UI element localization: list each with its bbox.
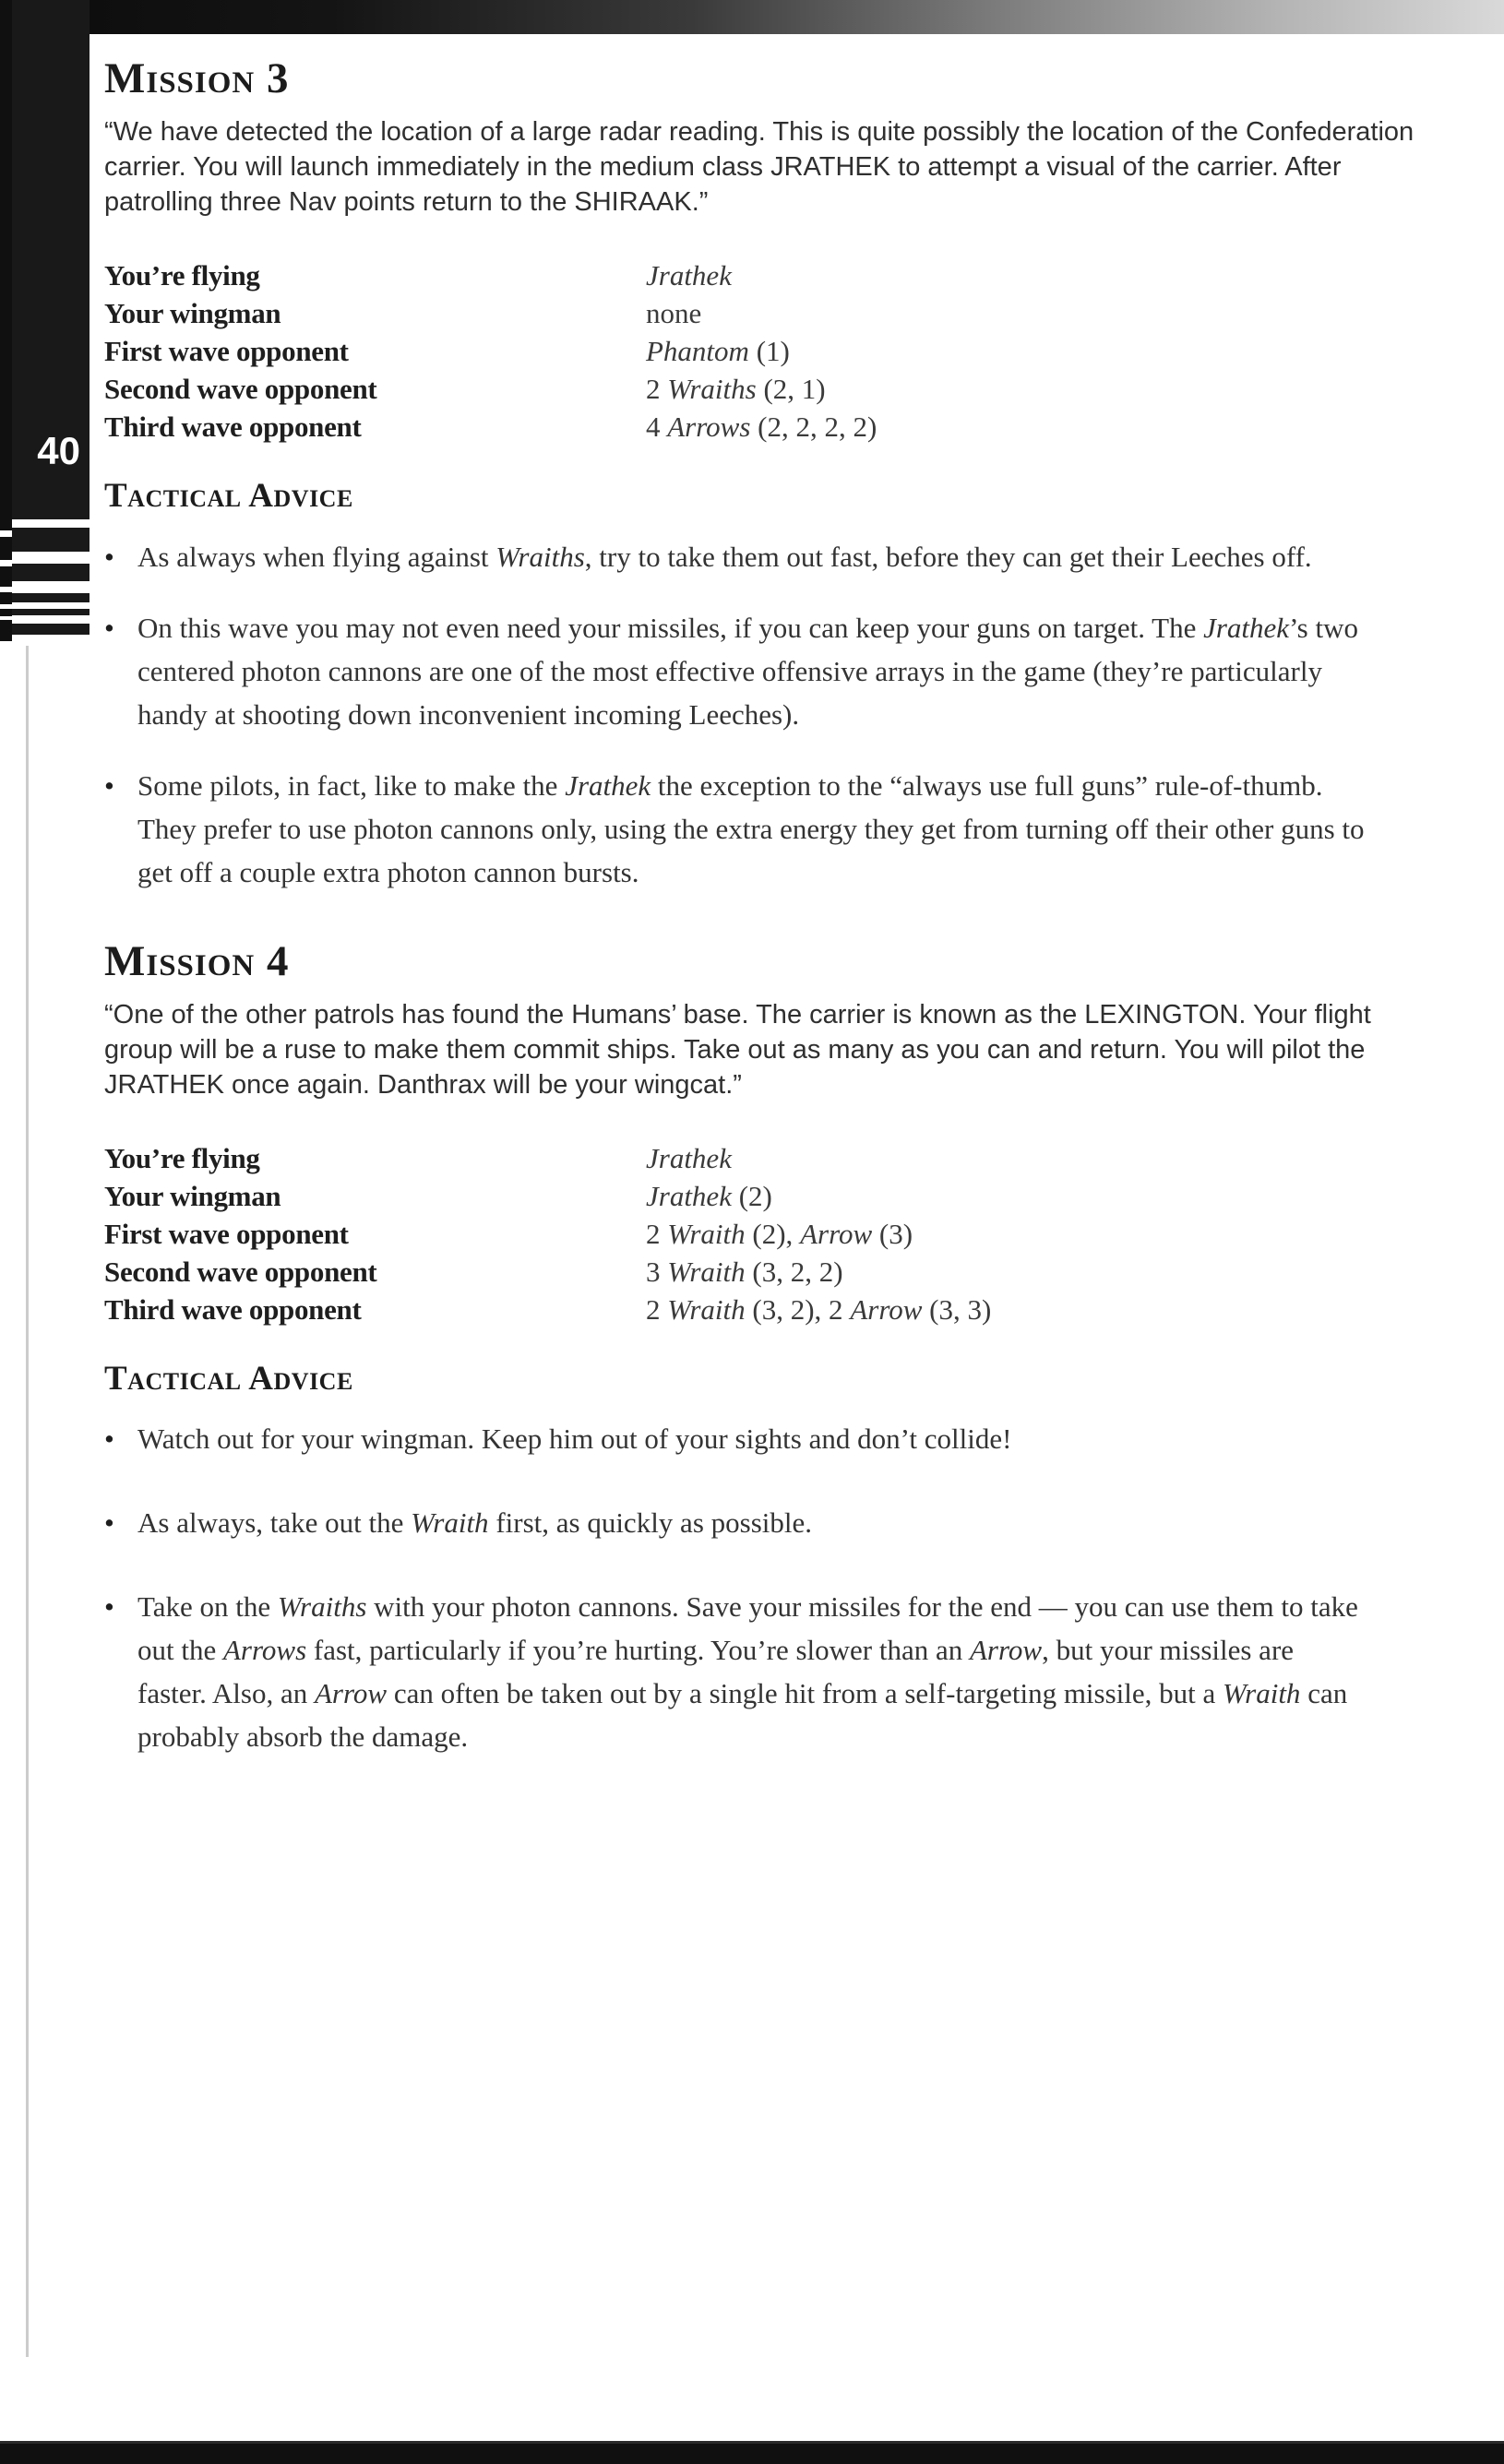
stats-label: You’re flying bbox=[104, 1141, 260, 1174]
advice-list bbox=[104, 535, 1431, 894]
advice-text: On this wave you may not even need your missiles, if you can keep your guns on target. The Jrathek’s two centered photon cannons are one of the most effective offensive arrays in the game (they’re particularly handy at shooting down inconvenient incoming Leeches). bbox=[137, 611, 1358, 731]
advice-heading: Tactical Advice bbox=[104, 1359, 353, 1398]
bullet-icon: • bbox=[104, 1590, 114, 1624]
advice-text: As always, take out the Wraith first, as quickly as possible. bbox=[137, 1506, 812, 1540]
stats-row bbox=[104, 408, 1431, 446]
stats-value: Phantom (1) bbox=[646, 335, 790, 368]
page-number: 40 bbox=[37, 429, 80, 472]
mission-briefing: “We have detected the location of a large radar reading. This is quite possibly the location of the Confederation carrier. You will launch immediately in the medium class JRATHEK to attempt a visual of the carrier. After patrolling three Nav points return to the SHIRAAK.” bbox=[104, 117, 1414, 218]
advice-text: Take on the Wraiths with your photon cannons. Save your missiles for the end — you can use them to take out the Arrows fast, particularly if you’re hurting. You’re slower than an Arrow, but your missiles are faster. Also, an Arrow can often be taken out by a single hit from a self-targeting missile, but a Wraith can probably absorb the damage. bbox=[137, 1590, 1358, 1754]
stats-row bbox=[104, 256, 1431, 294]
stats-row bbox=[104, 1291, 1431, 1328]
bullet-icon: • bbox=[104, 611, 114, 644]
edge-tick bbox=[0, 530, 12, 537]
tab-stripe bbox=[12, 552, 90, 564]
bullet-icon: • bbox=[104, 540, 114, 573]
page-content bbox=[104, 54, 1431, 1799]
stats-row bbox=[104, 294, 1431, 332]
advice-item bbox=[104, 606, 1431, 736]
stats-row bbox=[104, 1139, 1431, 1177]
mission-4-section bbox=[104, 936, 1431, 1759]
tab-stripe bbox=[12, 602, 90, 609]
stats-row bbox=[104, 1215, 1431, 1253]
bottom-edge-bar bbox=[0, 2441, 1504, 2464]
advice-item bbox=[104, 1417, 1431, 1460]
stats-label: Second wave opponent bbox=[104, 1255, 377, 1288]
advice-text: Some pilots, in fact, like to make the Jrathek the exception to the “always use full guns” rule-of-thumb. They prefer to use photon cannons only, using the extra energy they get from turning off their other guns to get off a couple extra photon cannon bursts. bbox=[137, 768, 1365, 888]
stats-row bbox=[104, 1253, 1431, 1291]
stats-label: Third wave opponent bbox=[104, 1292, 362, 1326]
stats-value: Jrathek (2) bbox=[646, 1179, 772, 1212]
stats-value: Jrathek bbox=[646, 1141, 732, 1174]
edge-tick bbox=[0, 616, 12, 620]
edge-tick bbox=[0, 587, 12, 592]
advice-text: Watch out for your wingman. Keep him out of your sights and don’t collide! bbox=[137, 1422, 1012, 1456]
advice-item bbox=[104, 1585, 1431, 1758]
advice-item bbox=[104, 535, 1431, 578]
stats-value: none bbox=[646, 297, 702, 330]
stats-value: 2 Wraith (3, 2), 2 Arrow (3, 3) bbox=[646, 1292, 992, 1326]
advice-text: As always when flying against Wraiths, try to take them out fast, before they can get their Leeches off. bbox=[137, 540, 1312, 573]
tab-stripe bbox=[12, 615, 90, 624]
stats-value: 2 Wraiths (2, 1) bbox=[646, 373, 826, 406]
stats-value: 2 Wraith (2), Arrow (3) bbox=[646, 1217, 913, 1250]
advice-list bbox=[104, 1417, 1431, 1758]
stats-row bbox=[104, 332, 1431, 370]
advice-item bbox=[104, 764, 1431, 894]
stats-label: Your wingman bbox=[104, 297, 281, 330]
left-edge-bar bbox=[0, 0, 12, 641]
stats-row bbox=[104, 1177, 1431, 1215]
edge-tick bbox=[0, 604, 12, 609]
advice-item bbox=[104, 1501, 1431, 1544]
stats-label: First wave opponent bbox=[104, 335, 349, 368]
stats-label: First wave opponent bbox=[104, 1217, 349, 1250]
stats-label: Second wave opponent bbox=[104, 373, 377, 406]
advice-heading: Tactical Advice bbox=[104, 477, 353, 516]
mission-stats bbox=[104, 256, 1431, 446]
stats-row bbox=[104, 370, 1431, 408]
page-number-tab bbox=[12, 0, 90, 635]
tab-stripe bbox=[12, 519, 90, 528]
mission-stats bbox=[104, 1139, 1431, 1328]
mission-3-section bbox=[104, 54, 1431, 894]
mission-briefing: “One of the other patrols has found the Humans’ base. The carrier is known as the LEXINGTON. Your flight group will be a ruse to make them commit ships. Take out as many as you can and return. You will pilot the JRATHEK once again. Danthrax will be your wingcat.” bbox=[104, 999, 1371, 1100]
bullet-icon: • bbox=[104, 1506, 114, 1540]
top-edge-bar bbox=[0, 0, 1504, 34]
bullet-icon: • bbox=[104, 1422, 114, 1456]
stats-value: 3 Wraith (3, 2, 2) bbox=[646, 1255, 843, 1288]
stats-label: You’re flying bbox=[104, 259, 260, 292]
stats-value: Jrathek bbox=[646, 259, 732, 292]
mission-title: Mission 4 bbox=[104, 936, 290, 985]
stats-value: 4 Arrows (2, 2, 2, 2) bbox=[646, 411, 877, 444]
stats-label: Third wave opponent bbox=[104, 411, 362, 444]
tab-stripe bbox=[12, 581, 90, 593]
bullet-icon: • bbox=[104, 768, 114, 802]
mission-title: Mission 3 bbox=[104, 54, 290, 102]
page-gutter-line bbox=[26, 646, 29, 2357]
edge-tick bbox=[0, 560, 12, 566]
stats-label: Your wingman bbox=[104, 1179, 281, 1212]
